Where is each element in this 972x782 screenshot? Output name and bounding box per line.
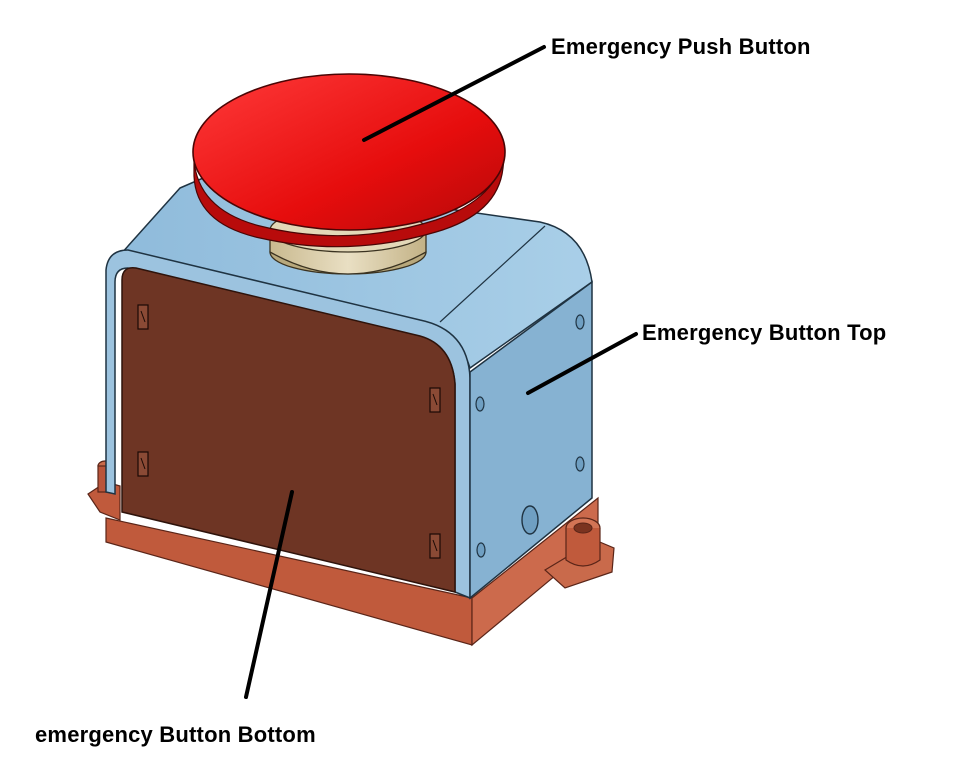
right-standoff [566,528,600,566]
screw-hole [576,315,584,329]
push-button-cap [193,74,505,230]
screw-hole [477,543,485,557]
screw-hole [476,397,484,411]
label-emergency-push-button: Emergency Push Button [551,34,811,59]
right-standoff-hole [574,523,592,533]
label-emergency-button-bottom: emergency Button Bottom [35,722,316,747]
label-emergency-button-top: Emergency Button Top [642,320,887,345]
screw-hole [576,457,584,471]
cable-hole [522,506,538,534]
